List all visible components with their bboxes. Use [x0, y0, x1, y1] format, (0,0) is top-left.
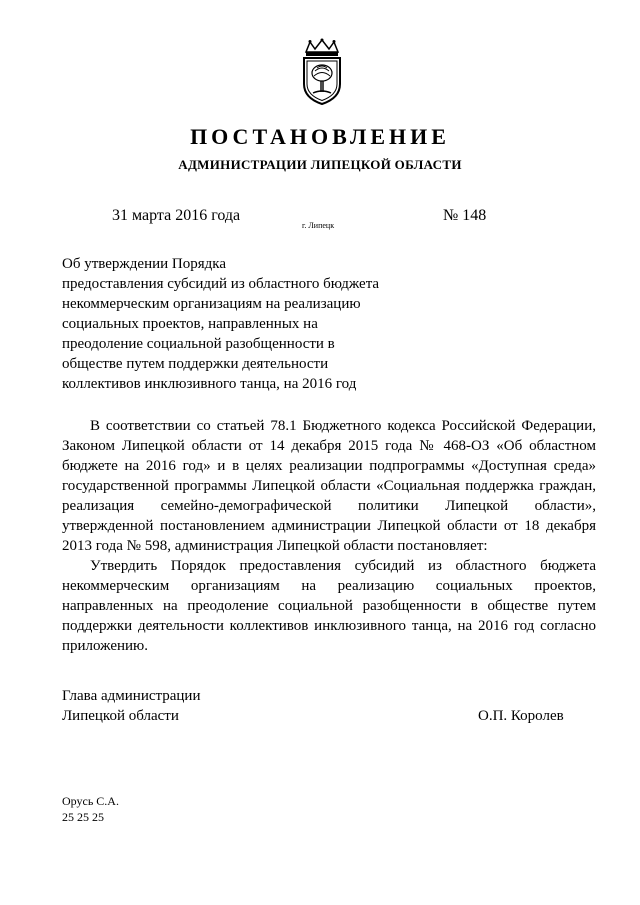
- paragraph-line: В соответствии со статьей 78.1 Бюджетного кодекса Российской Федерации,: [90, 418, 596, 434]
- paragraph-line: государственной программы Липецкой области «Социальная поддержка граждан,: [62, 478, 596, 494]
- signatory-position-line: Глава администрации: [62, 688, 201, 704]
- subject-line: обществе путем поддержки деятельности: [62, 356, 329, 372]
- issuing-authority: АДМИНИСТРАЦИИ ЛИПЕЦКОЙ ОБЛАСТИ: [178, 157, 462, 172]
- paragraph-line: утвержденной постановлением администрации Липецкой области от 18 декабря: [62, 518, 596, 534]
- subject-line: преодоление социальной разобщенности в: [62, 336, 335, 352]
- signatory-position-line: Липецкой области: [62, 708, 179, 724]
- signatory-position: [62, 686, 200, 726]
- paragraph-line: поддержки деятельности коллективов инклюзивного танца, на 2016 год согласно: [62, 618, 596, 634]
- paragraph-line: реализация семейно-демографической политики Липецкой области»,: [62, 498, 596, 514]
- subject-line: социальных проектов, направленных на: [62, 316, 318, 332]
- paragraph-line: направленных на преодоление социальной разобщенности в обществе путем: [62, 598, 596, 614]
- paragraph-line: некоммерческим организациям на реализацию социальных проектов,: [62, 578, 596, 594]
- document-title: ПОСТАНОВЛЕНИЕ: [190, 124, 450, 149]
- preamble-paragraph: [62, 416, 596, 556]
- subject-line: некоммерческим организациям на реализацию: [62, 296, 361, 312]
- resolution-paragraph: [62, 556, 596, 656]
- coat-of-arms-icon: [296, 38, 348, 106]
- decree-date: 31 марта 2016 года: [112, 207, 241, 224]
- paragraph-line: 2013 года № 598, администрация Липецкой области постановляет:: [62, 538, 488, 554]
- executor-phone: 25 25 25: [62, 810, 104, 824]
- decree-number: № 148: [443, 207, 487, 224]
- paragraph-line: Утвердить Порядок предоставления субсидий из областного бюджета: [90, 558, 596, 574]
- decree-city: г. Липецк: [302, 221, 335, 230]
- paragraph-line: приложению.: [62, 638, 149, 654]
- decree-subject: [62, 254, 442, 394]
- subject-line: коллективов инклюзивного танца, на 2016 год: [62, 376, 357, 392]
- executor-contact: [62, 793, 119, 825]
- paragraph-line: бюджете на 2016 год» и в целях реализации подпрограммы «Доступная среда»: [62, 458, 596, 474]
- executor-name: Орусь С.А.: [62, 794, 119, 808]
- subject-line: предоставления субсидий из областного бюджета: [62, 276, 380, 292]
- paragraph-line: Законом Липецкой области от 14 декабря 2015 года № 468-ОЗ «Об областном: [62, 438, 596, 454]
- subject-line: Об утверждении Порядка: [62, 256, 226, 272]
- signatory-name: О.П. Королев: [478, 708, 564, 724]
